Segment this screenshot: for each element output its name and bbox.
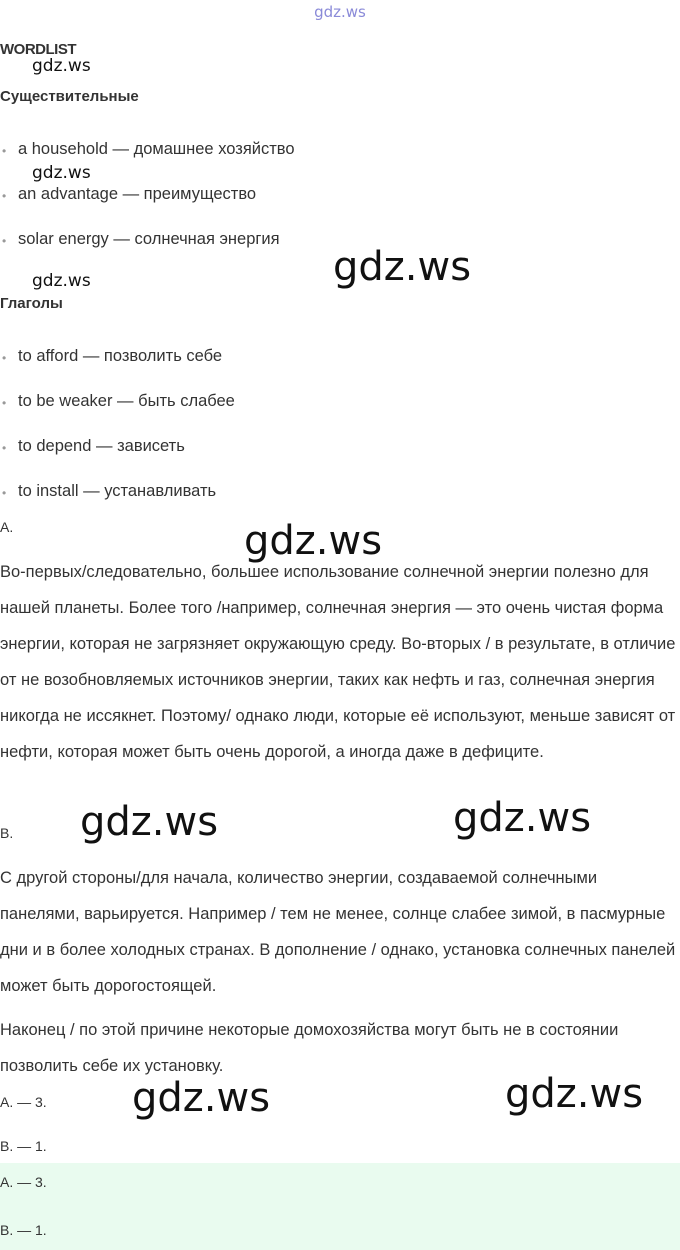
list-item: • solar energy — солнечная энергия [18, 230, 280, 249]
list-item: • to install — устанавливать [18, 482, 216, 501]
list-item: • a household — домашнее хозяйство [18, 140, 295, 159]
watermark: gdz.ws [80, 799, 219, 845]
verbs-heading: Глаголы [0, 295, 63, 312]
top-watermark: gdz.ws [314, 3, 366, 21]
watermark: gdz.ws [32, 163, 91, 183]
highlighted-answer-b: B. — 1. [0, 1222, 47, 1238]
watermark: gdz.ws [333, 244, 472, 290]
watermark: gdz.ws [32, 56, 91, 76]
section-a-label: A. [0, 519, 14, 535]
answer-a: A. — 3. [0, 1094, 47, 1110]
list-item: • to be weaker — быть слабее [18, 392, 235, 411]
list-item: • to afford — позволить себе [18, 347, 222, 366]
section-b-label: B. [0, 825, 14, 841]
section-a-text: Во-первых/следовательно, большее использование солнечной энергии полезно для нашей планеты. Более того /например, солнечная энергия — это очень чистая форма энергии, которая не загрязняет окружающую среду. Во-вторых / в результате, в отличие от не возобновляемых источников энергии, таких как нефть и газ, солнечная энергия никогда не иссякнет. Поэтому/ однако люди, которые её используют, меньше зависят от нефти, которая может быть очень дорогой, а иногда даже в дефиците. [0, 563, 676, 761]
answer-b: B. — 1. [0, 1138, 47, 1154]
highlighted-answer-a: A. — 3. [0, 1174, 47, 1190]
list-item: • to depend — зависеть [18, 437, 185, 456]
watermark: gdz.ws [132, 1075, 271, 1121]
watermark: gdz.ws [453, 795, 592, 841]
watermark: gdz.ws [505, 1071, 644, 1117]
section-b-text-final: Наконец / по этой причине некоторые домохозяйства могут быть не в состоянии позволить себе их установку. [0, 1021, 619, 1075]
nouns-heading: Существительные [0, 88, 139, 105]
section-b-text: С другой стороны/для начала, количество энергии, создаваемой солнечными панелями, варьируется. Например / тем не менее, солнце слабее зимой, в пасмурные дни и в более холодных странах. В дополнение / однако, установка солнечных панелей может быть дорогостоящей. [0, 869, 676, 995]
watermark: gdz.ws [32, 271, 91, 291]
watermark: gdz.ws [244, 518, 383, 564]
highlighted-answer-block [0, 1163, 680, 1250]
list-item: • an advantage — преимущество [18, 185, 256, 204]
wordlist-title: WORDLIST [0, 41, 76, 58]
